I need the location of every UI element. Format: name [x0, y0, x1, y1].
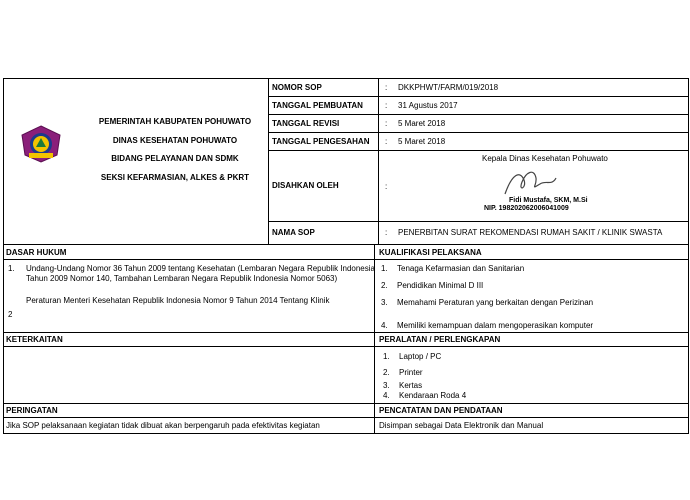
dasar-hukum-item-1-line-1: Undang-Undang Nomor 36 Tahun 2009 tentang Kesehatan (Lembaran Negara Republik Indonesia: [26, 264, 375, 273]
row-line-3: [268, 132, 689, 133]
sep-tanggal-pembuatan: :: [385, 101, 388, 110]
peralatan-num-2: 2.: [383, 368, 390, 377]
signature-icon: [500, 166, 560, 198]
section-title-keterkaitan: KETERKAITAN: [6, 335, 63, 344]
sep-nomor-sop: :: [385, 83, 388, 92]
label-tanggal-pengesahan: TANGGAL PENGESAHAN: [272, 137, 370, 146]
header-line-1: PEMERINTAH KABUPATEN POHUWATO: [98, 117, 252, 126]
section-title-pencatatan: PENCATATAN DAN PENDATAAN: [379, 406, 503, 415]
section-line-3: [3, 332, 689, 333]
section-title-peringatan: PERINGATAN: [6, 406, 58, 415]
row-line-5: [268, 221, 689, 222]
sep-tanggal-revisi: :: [385, 119, 388, 128]
label-disahkan-oleh: DISAHKAN OLEH: [272, 181, 339, 190]
pencatatan-text: Disimpan sebagai Data Elektronik dan Manual: [379, 421, 544, 430]
row-line-1: [268, 96, 689, 97]
peralatan-item-4: Kendaraan Roda 4: [399, 391, 467, 400]
section-line-6: [3, 417, 689, 418]
section-title-dasar-hukum: DASAR HUKUM: [6, 248, 67, 257]
logo-ribbon: [29, 153, 53, 158]
label-nama-sop: NAMA SOP: [272, 228, 315, 237]
approver-title: Kepala Dinas Kesehatan Pohuwato: [482, 154, 608, 163]
section-line-5: [3, 403, 689, 404]
dasar-hukum-num-1: 1.: [8, 264, 15, 273]
dasar-hukum-item-2: Peraturan Menteri Kesehatan Republik Indonesia Nomor 9 Tahun 2014 Tentang Klinik: [26, 296, 330, 305]
section-line-4: [3, 346, 689, 347]
value-tanggal-pengesahan: 5 Maret 2018: [398, 137, 446, 146]
header-divider-2: [378, 78, 379, 244]
row-line-2: [268, 114, 689, 115]
value-tanggal-revisi: 5 Maret 2018: [398, 119, 446, 128]
kualifikasi-num-2: 2.: [381, 281, 388, 290]
sep-disahkan-oleh: :: [385, 182, 388, 191]
approver-nip: NIP. 198202062006041009: [484, 205, 569, 212]
sep-nama-sop: :: [385, 228, 388, 237]
label-tanggal-revisi: TANGGAL REVISI: [272, 119, 340, 128]
peringatan-text: Jika SOP pelaksanaan kegiatan tidak dibuat akan berpengaruh pada efektivitas kegiatan: [6, 421, 320, 430]
sep-tanggal-pengesahan: :: [385, 137, 388, 146]
peralatan-num-1: 1.: [383, 352, 390, 361]
value-nomor-sop: DKKPHWT/FARM/019/2018: [398, 83, 499, 92]
kualifikasi-item-1: Tenaga Kefarmasian dan Sanitarian: [397, 264, 525, 273]
kualifikasi-num-4: 4.: [381, 321, 388, 330]
section-title-kualifikasi: KUALIFIKASI PELAKSANA: [379, 248, 482, 257]
header-line-4: SEKSI KEFARMASIAN, ALKES & PKRT: [100, 173, 250, 182]
peralatan-num-3: 3.: [383, 381, 390, 390]
row-line-4: [268, 150, 689, 151]
section-line-1: [3, 244, 689, 245]
section-title-peralatan: PERALATAN / PERLENGKAPAN: [379, 335, 501, 344]
peralatan-num-4: 4.: [383, 391, 390, 400]
signature-stroke: [505, 172, 556, 194]
kualifikasi-item-3: Memahami Peraturan yang berkaitan dengan Perizinan: [397, 298, 594, 307]
bottom-border: [3, 433, 689, 434]
peralatan-item-1: Laptop / PC: [399, 352, 442, 361]
value-nama-sop: PENERBITAN SURAT REKOMENDASI RUMAH SAKIT / KLINIK SWASTA: [398, 228, 663, 237]
approver-name: Fidi Mustafa, SKM, M.Si: [509, 197, 588, 204]
left-border: [3, 78, 4, 434]
value-tanggal-pembuatan: 31 Agustus 2017: [398, 101, 458, 110]
pohuwato-logo-icon: [20, 125, 62, 163]
kualifikasi-item-4: Memiliki kemampuan dalam mengoperasikan komputer: [397, 321, 594, 330]
peralatan-item-2: Printer: [399, 368, 423, 377]
section-line-2: [3, 259, 689, 260]
header-line-2: DINAS KESEHATAN POHUWATO: [112, 136, 238, 145]
header-line-3: BIDANG PELAYANAN DAN SDMK: [111, 154, 239, 163]
dasar-hukum-item-1-line-2: Tahun 2009 Nomor 140, Tambahan Lembaran Negara Republik Indonesia Nomor 5063): [26, 274, 338, 283]
label-tanggal-pembuatan: TANGGAL PEMBUATAN: [272, 101, 363, 110]
kualifikasi-item-2: Pendidikan Minimal D III: [397, 281, 484, 290]
kualifikasi-num-1: 1.: [381, 264, 388, 273]
label-nomor-sop: NOMOR SOP: [272, 83, 322, 92]
top-border: [3, 78, 689, 79]
peralatan-item-3: Kertas: [399, 381, 423, 390]
dasar-hukum-num-2: 2: [8, 310, 13, 319]
kualifikasi-num-3: 3.: [381, 298, 388, 307]
